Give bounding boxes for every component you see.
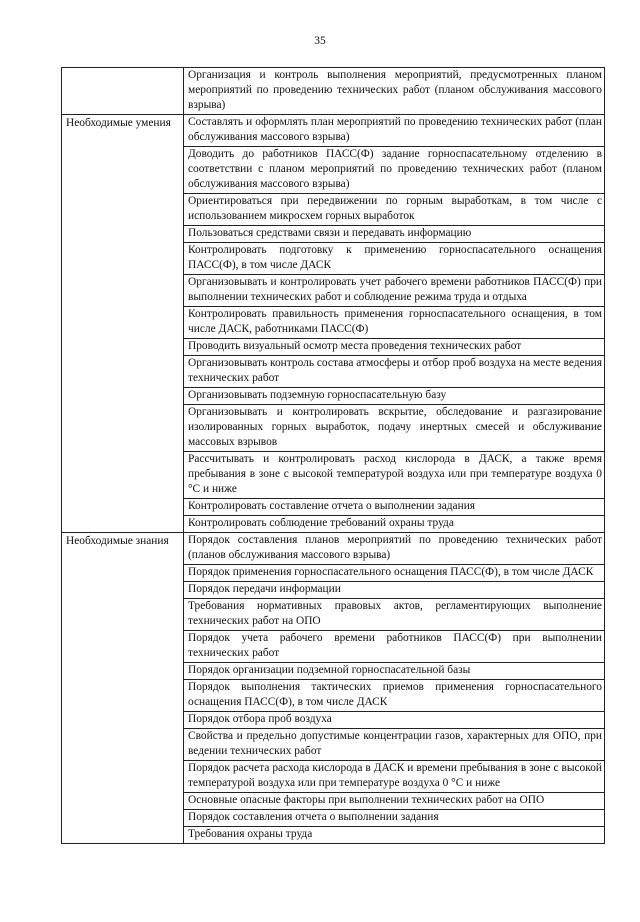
table-cell-text: Порядок организации подземной горноспасательной базы [184,663,605,680]
table-cell-text: Свойства и предельно допустимые концентрации газов, характерных для ОПО, при ведении технических работ [184,729,605,761]
table-cell-text: Контролировать подготовку к применению горноспасательного оснащения ПАСС(Ф), в том числе ДАСК [184,243,605,275]
table-cell-text: Порядок учета рабочего времени работников ПАСС(Ф) при выполнении технических работ [184,631,605,663]
table-cell-text: Организовывать контроль состава атмосферы и отбор проб воздуха на месте ведения технических работ [184,356,605,388]
table-cell-text: Организация и контроль выполнения мероприятий, предусмотренных планом мероприятий по проведению технических работ (планом обслуживания массового взрыва) [184,68,605,115]
skills-row [62,115,605,147]
table-cell-text: Организовывать и контролировать учет рабочего времени работников ПАСС(Ф) при выполнении технических работ и соблюдение режима труда и отдыха [184,275,605,307]
section-label [62,68,184,115]
table-cell-text: Основные опасные факторы при выполнении технических работ на ОПО [184,793,605,810]
competency-table [61,67,605,844]
table-cell-text: Ориентироваться при передвижении по горным выработкам, в том числе с использованием микросхем горных выработок [184,194,605,226]
table-cell-text: Порядок отбора проб воздуха [184,712,605,729]
table-cell-text: Проводить визуальный осмотр места проведения технических работ [184,339,605,356]
table-cell-text: Порядок составления отчета о выполнении задания [184,810,605,827]
section-label: Необходимые знания [62,533,184,844]
continuation-row [62,68,605,115]
table-cell-text: Рассчитывать и контролировать расход кислорода в ДАСК, а также время пребывания в зоне с высокой температурой воздуха или при температуре воздуха 0 °С и ниже [184,452,605,499]
table-cell-text: Контролировать правильность применения горноспасательного оснащения, в том числе ДАСК, работниками ПАСС(Ф) [184,307,605,339]
page-number: 35 [314,35,326,47]
table-cell-text: Требования охраны труда [184,827,605,844]
table-cell-text: Доводить до работников ПАСС(Ф) задание горноспасательному отделению в соответствии с планом мероприятий по проведению технических работ (планом обслуживания массового взрыва) [184,147,605,194]
table-cell-text: Контролировать составление отчета о выполнении задания [184,499,605,516]
table-cell-text: Порядок расчета расхода кислорода в ДАСК и времени пребывания в зоне с высокой температурой воздуха или при температуре воздуха 0 °С и ниже [184,761,605,793]
table-cell-text: Порядок применения горноспасательного оснащения ПАСС(Ф), в том числе ДАСК [184,565,605,582]
knowledge-row [62,533,605,565]
table-cell-text: Порядок передачи информации [184,582,605,599]
table-cell-text: Организовывать и контролировать вскрытие, обследование и разгазирование изолированных горных выработок, подачу инертных смесей и обслуживание массовых взрывов [184,405,605,452]
table-cell-text: Требования нормативных правовых актов, регламентирующих выполнение технических работ на ОПО [184,599,605,631]
table-cell-text: Порядок составления планов мероприятий по проведению технических работ (планов обслуживания массового взрыва) [184,533,605,565]
competency-table-body [62,68,605,844]
table-cell-text: Контролировать соблюдение требований охраны труда [184,516,605,533]
table-cell-text: Составлять и оформлять план мероприятий по проведению технических работ (план обслуживания массового взрыва) [184,115,605,147]
table-cell-text: Пользоваться средствами связи и передавать информацию [184,226,605,243]
table-cell-text: Организовывать подземную горноспасательную базу [184,388,605,405]
table-cell-text: Порядок выполнения тактических приемов применения горноспасательного оснащения ПАСС(Ф), в том числе ДАСК [184,680,605,712]
section-label: Необходимые умения [62,115,184,533]
